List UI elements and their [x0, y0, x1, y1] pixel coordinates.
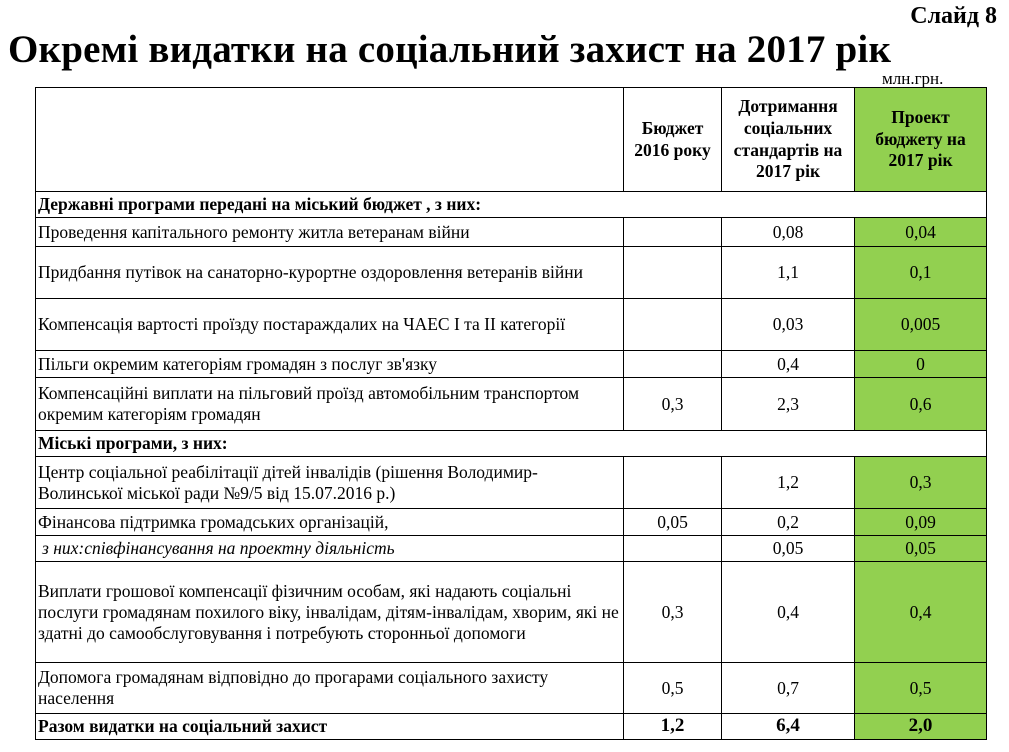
row-name: Компенсаційні виплати на пільговий проїзд автомобільним транспортом окремим категоріям громадян [36, 378, 624, 431]
total-social-standards: 6,4 [722, 714, 855, 740]
slide-number: Слайд 8 [910, 3, 997, 29]
row-name: Придбання путівок на санаторно-курортне оздоровлення ветеранів війни [36, 247, 624, 299]
row-project-2017: 0,04 [855, 218, 987, 247]
row-social-standards: 2,3 [722, 378, 855, 431]
header-social-standards: Дотримання соціальних стандартів на 2017 рік [722, 88, 855, 192]
row-name: Виплати грошової компенсації фізичним особам, які надають соціальні послуги громадянам похилого віку, інвалідам, дітям-інвалідам, хворим, які не здатні до самообслуговування і потребують сторонньої допомоги [36, 562, 624, 663]
row-project-2017: 0,005 [855, 299, 987, 351]
table-row [36, 509, 987, 536]
table-row [36, 663, 987, 714]
row-budget-2016 [624, 247, 722, 299]
table-row [36, 457, 987, 509]
row-name: Проведення капітального ремонту житла ветеранам війни [36, 218, 624, 247]
row-budget-2016 [624, 299, 722, 351]
row-budget-2016 [624, 218, 722, 247]
row-project-2017: 0,09 [855, 509, 987, 536]
row-budget-2016: 0,3 [624, 378, 722, 431]
row-social-standards: 0,05 [722, 536, 855, 562]
row-budget-2016: 0,5 [624, 663, 722, 714]
section-label: Міські програми, з них: [36, 431, 987, 457]
row-social-standards: 0,7 [722, 663, 855, 714]
units-label: млн.грн. [882, 69, 944, 88]
table-row [36, 218, 987, 247]
row-name: Пільги окремим категоріям громадян з послуг зв'язку [36, 351, 624, 378]
total-project-2017: 2,0 [855, 714, 987, 740]
table-row [36, 351, 987, 378]
section-row [36, 192, 987, 218]
row-social-standards: 1,2 [722, 457, 855, 509]
budget-table [35, 87, 987, 740]
row-budget-2016 [624, 457, 722, 509]
total-row [36, 714, 987, 740]
header-name [36, 88, 624, 192]
row-social-standards: 0,2 [722, 509, 855, 536]
total-label: Разом видатки на соціальний захист [36, 714, 624, 740]
row-project-2017: 0,4 [855, 562, 987, 663]
row-name: Фінансова підтримка громадських організацій, [36, 509, 624, 536]
row-project-2017: 0,1 [855, 247, 987, 299]
row-name: Допомога громадянам відповідно до прогарами соціального захисту населення [36, 663, 624, 714]
row-budget-2016: 0,05 [624, 509, 722, 536]
row-social-standards: 0,08 [722, 218, 855, 247]
table-row [36, 299, 987, 351]
row-social-standards: 0,4 [722, 351, 855, 378]
page-title: Окремі видатки на соціальний захист на 2017 рік [8, 28, 892, 71]
header-project-2017: Проект бюджету на 2017 рік [855, 88, 987, 192]
row-budget-2016 [624, 536, 722, 562]
header-budget-2016: Бюджет 2016 року [624, 88, 722, 192]
row-name: Центр соціальної реабілітації дітей інвалідів (рішення Володимир-Волинської міської ради №9/5 від 15.07.2016 р.) [36, 457, 624, 509]
table-row [36, 536, 987, 562]
table-row [36, 562, 987, 663]
row-budget-2016 [624, 351, 722, 378]
row-project-2017: 0,6 [855, 378, 987, 431]
section-label: Державні програми передані на міський бюджет , з них: [36, 192, 987, 218]
row-social-standards: 0,4 [722, 562, 855, 663]
row-name: з них:співфінансування на проектну діяльність [36, 536, 624, 562]
row-project-2017: 0,05 [855, 536, 987, 562]
row-social-standards: 0,03 [722, 299, 855, 351]
row-social-standards: 1,1 [722, 247, 855, 299]
row-budget-2016: 0,3 [624, 562, 722, 663]
table-row [36, 247, 987, 299]
section-row [36, 431, 987, 457]
row-project-2017: 0,3 [855, 457, 987, 509]
total-budget-2016: 1,2 [624, 714, 722, 740]
table-header-row [36, 88, 987, 192]
row-name: Компенсація вартості проїзду постараждалих на ЧАЕС І та ІІ категорії [36, 299, 624, 351]
row-project-2017: 0,5 [855, 663, 987, 714]
row-project-2017: 0 [855, 351, 987, 378]
table-row [36, 378, 987, 431]
